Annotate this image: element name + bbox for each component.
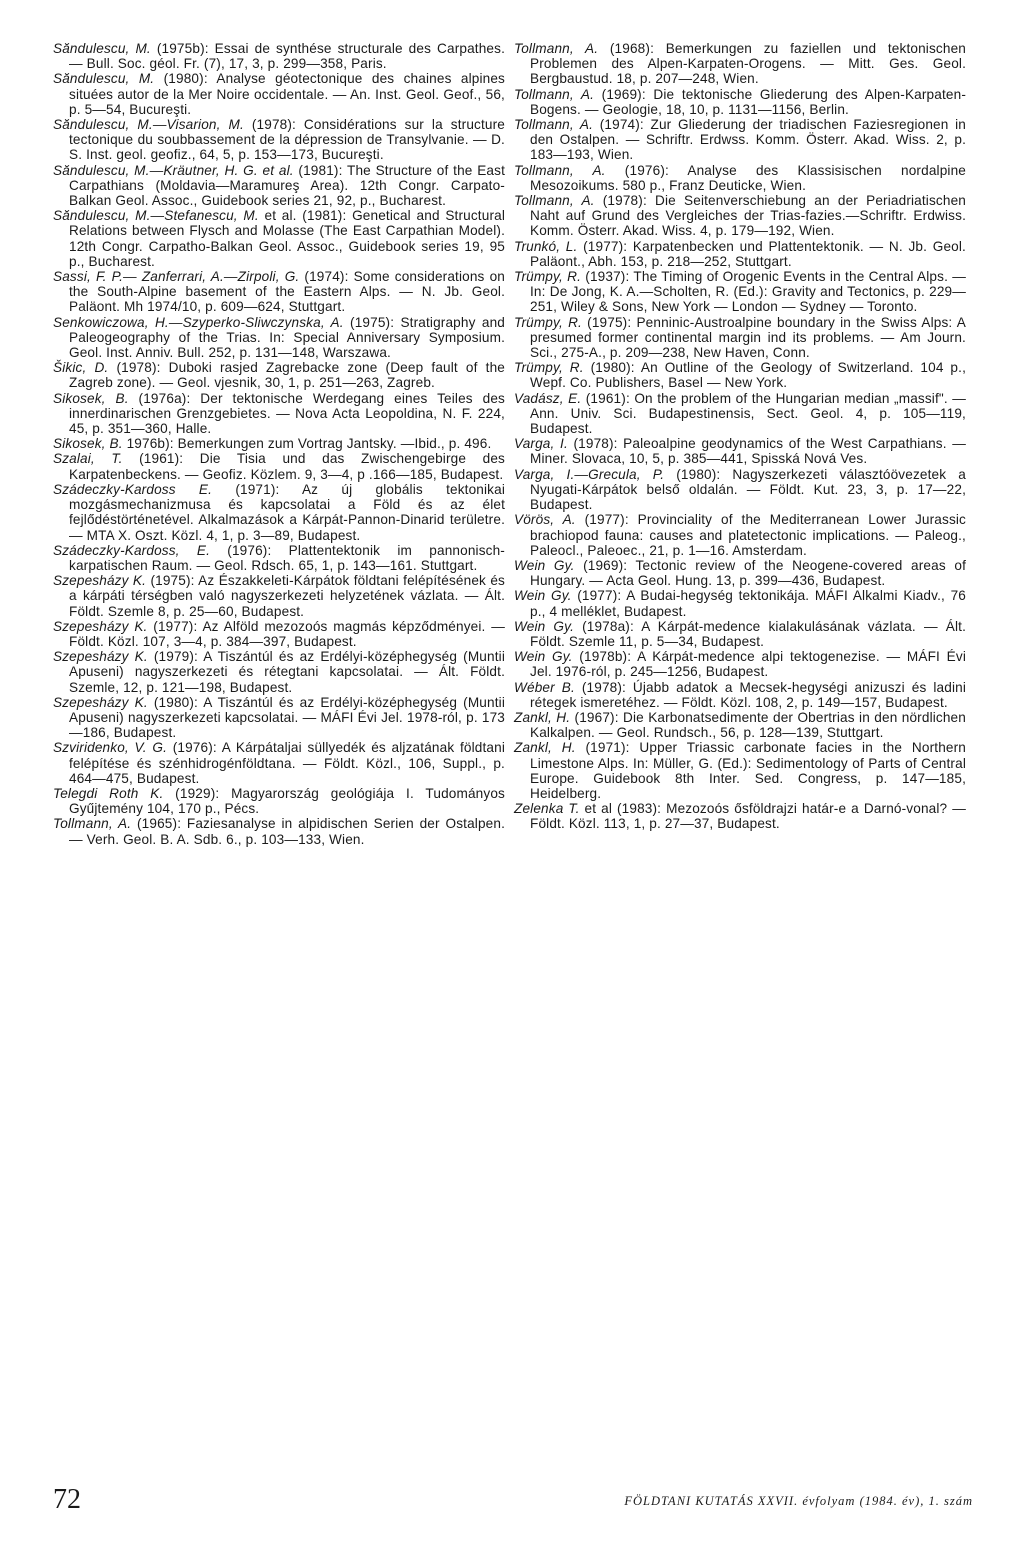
reference-author: Wéber B. xyxy=(514,679,575,695)
reference-text: (1977): A Budai-hegység tektonikája. MÁFI Alkalmi Kiadv., 76 p., 4 melléklet, Budapest. xyxy=(530,588,966,619)
reference-entry xyxy=(53,482,505,543)
reference-entry xyxy=(514,239,966,269)
reference-author: Wein Gy. xyxy=(514,618,574,634)
reference-entry xyxy=(514,315,966,361)
reference-entry xyxy=(514,558,966,588)
reference-text: (1978): Paleoalpine geodynamics of the West Carpathians. — Miner. Slovaca, 10, 5, p. 385—441, Spisská Nová Ves. xyxy=(530,436,967,467)
reference-text: (1971): Upper Triassic carbonate facies in the Northern Limestone Alps. In: Müller, G. (Ed.): Sedimentology of Parts of Central Europe. Guidebook 8th Inter. Sed. Congress, p. 147—185, Heidelberg. xyxy=(530,740,966,801)
reference-entry xyxy=(514,193,966,239)
reference-author: Săndulescu, M. xyxy=(53,71,155,87)
reference-entry xyxy=(514,360,966,390)
reference-text: (1974): Some considerations on the South-Alpine basement of the Eastern Alps. — N. Jb. Geol. Paläont. Mh 1974/10, p. 609—624, Stuttgart. xyxy=(69,269,505,315)
reference-author: Tollmann, A. xyxy=(514,162,606,178)
reference-author: Vörös, A. xyxy=(514,512,576,528)
reference-author: Tollmann, A. xyxy=(514,41,599,56)
reference-author: Trunkó, L. xyxy=(514,238,578,254)
reference-entry xyxy=(53,786,505,816)
reference-entry xyxy=(53,436,505,451)
reference-text: (1978): Újabb adatok a Mecsek-hegységi anizuszi és ladini rétegek ismeretéhez. — Földt. Közl. 108, 2, p. 149—157, Budapest. xyxy=(530,679,966,710)
reference-author: Tollmann, A. xyxy=(53,816,132,832)
reference-entry xyxy=(53,816,505,846)
reference-text: (1969): Die tektonische Gliederung des Alpen-Karpaten-Bogens. — Geologie, 18, 10, p. 1131—1156, Berlin. xyxy=(530,86,966,117)
reference-author: Sassi, F. P.— Zanferrari, A.—Zirpoli, G. xyxy=(53,269,300,285)
reference-author: Zankl, H. xyxy=(514,740,576,756)
reference-text: (1978b): A Kárpát-medence alpi tektogenezise. — MÁFI Évi Jel. 1976-ról, p. 245—1256, Budapest. xyxy=(530,649,966,680)
reference-entry xyxy=(514,649,966,679)
reference-text: (1978): Duboki rasjed Zagrebacke zone (Deep fault of the Zagreb zone). — Geol. vjesnik, 30, 1, p. 251—263, Zagreb. xyxy=(69,360,506,391)
reference-entry xyxy=(53,573,505,619)
reference-author: Szádeczky-Kardoss E. xyxy=(53,481,213,497)
reference-entry xyxy=(53,269,505,315)
reference-author: Telegdi Roth K. xyxy=(53,785,164,801)
reference-column-left xyxy=(53,41,505,847)
reference-entry xyxy=(514,619,966,649)
reference-entry xyxy=(514,512,966,558)
reference-text: (1976): Plattentektonik im pannonisch-karpatischen Raum. — Geol. Rdsch. 65, 1, p. 143—161. Stuttgart. xyxy=(69,542,505,573)
reference-text: (1976): A Kárpátaljai süllyedék és aljzatának földtani felépítése és szénhidrogénföldtana. — Földt. Közl., 106, Suppl., p. 464—475, Budapest. xyxy=(69,740,505,786)
reference-author: Szádeczky-Kardoss, E. xyxy=(53,542,211,558)
page-footer xyxy=(53,1484,973,1524)
reference-text: (1967): Die Karbonatsedimente der Obertrias in den nördlichen Kalkalpen. — Geol. Rundsch., 56, p. 128—139, Stuttgart. xyxy=(530,709,966,741)
reference-entry xyxy=(514,117,966,163)
reference-entry xyxy=(53,695,505,741)
reference-text: (1978): Considérations sur la structure tectonique du soubbassement de la dépression de Transylvanie. — D. S. Inst. geol. geofiz., 64, 5, p. 153—173, Bucureşti. xyxy=(69,117,505,163)
reference-author: Sikosek, B. xyxy=(53,390,129,406)
reference-author: Šikic, D. xyxy=(53,360,109,376)
reference-author: Săndulescu, M. xyxy=(53,41,151,56)
reference-author: Tollmann, A. xyxy=(514,86,595,102)
journal-title: FÖLDTANI KUTATÁS XXVII. évfolyam (1984. év), 1. szám xyxy=(624,1494,973,1508)
reference-text: (1979): A Tiszántúl és az Erdélyi-középhegység (Muntii Apuseni) nagyszerkezeti és rétegtani kapcsolatai. — Ált. Földt. Szemle, 12, p. 121—198, Budapest. xyxy=(69,649,505,695)
reference-author: Senkowiczowa, H.—Szyperko-Sliwczynska, A. xyxy=(53,314,344,330)
reference-author: Szepesházy K. xyxy=(53,618,148,634)
reference-author: Wein Gy. xyxy=(514,588,572,604)
reference-text: (1977): Karpatenbecken und Plattentektonik. — N. Jb. Geol. Paläont., Abh. 153, p. 218—252, Stuttgart. xyxy=(530,238,966,269)
reference-text: (1975): Stratigraphy and Paleogeography of the Trias. In: Special Anniversary Symposium. Geol. Inst. Anniv. Bull. 252, p. 131—148, Warszawa. xyxy=(69,314,505,361)
reference-author: Tollmann, A. xyxy=(514,193,595,209)
reference-text: (1961): Die Tisia und das Zwischengebirge des Karpatenbeckens. — Geofiz. Közlem. 9, 3—4, p .166—185, Budapest. xyxy=(69,451,505,482)
reference-text: (1975): Az Északkeleti-Kárpátok földtani felépítésének és a kárpáti térségben való nagyszerkezeti helyzetének vázlata. — Ált. Földt. Szemle 8, p. 25—60, Budapest. xyxy=(69,573,505,619)
reference-entry xyxy=(514,740,966,801)
reference-entry xyxy=(53,619,505,649)
reference-text: et al (1983): Mezozoós ősföldrajzi határ-e a Darnó-vonal? — Földt. Közl. 113, 1, p. 27—37, Budapest. xyxy=(530,801,966,832)
page-number: 72 xyxy=(53,1484,81,1515)
reference-text: (1977): Provinciality of the Mediterranean Lower Jurassic brachiopod fauna: causes and platetectonic implications. — Paleog., Paleocl., Paleoec., 21, p. 1—16. Amsterdam. xyxy=(530,512,967,558)
reference-text: (1978a): A Kárpát-medence kialakulásának vázlata. — Ált. Földt. Szemle 11, p. 5—34, Budapest. xyxy=(530,618,967,649)
reference-text: et al. (1981): Genetical and Structural Relations between Flysch and Molasse (The East Carpathian Model). 12th Congr. Carpatho-Balkan Geol. Assoc., Guidebook series 19, 95 p., Bucharest. xyxy=(69,208,505,269)
reference-entry xyxy=(514,680,966,710)
reference-author: Zelenka T. xyxy=(514,801,580,817)
reference-text: (1975b): Essai de synthése structurale des Carpathes. — Bull. Soc. géol. Fr. (7), 17, 3, p. 299—358, Paris. xyxy=(69,41,506,72)
reference-author: Tollmann, A. xyxy=(514,117,594,133)
reference-entry xyxy=(514,87,966,117)
reference-author: Sikosek, B. xyxy=(53,436,123,452)
reference-author: Trümpy, R. xyxy=(514,360,584,376)
reference-text: (1971): Az új globális tektonikai mozgásmechanizmusa és kapcsolatai a Föld és az élet fejlődéstörténetével. Alkalmazások a Kárpát-Pannon-Dinarid területre. — MTA X. Oszt. Közl. 4, 1, p. 3—89, Budapest. xyxy=(69,481,505,543)
reference-author: Szepesházy K. xyxy=(53,694,148,710)
reference-author: Varga, I. xyxy=(514,436,568,452)
reference-author: Trümpy, R. xyxy=(514,314,582,330)
reference-author: Săndulescu, M.—Visarion, M. xyxy=(53,117,244,133)
reference-entry xyxy=(514,269,966,315)
reference-entry xyxy=(514,588,966,618)
reference-author: Zankl, H. xyxy=(514,709,571,725)
reference-text: (1974): Zur Gliederung der triadischen Faziesregionen in den Ostalpen. — Schriftr. Erdwss. Komm. Österr. Akad. Wiss. 2, p. 183—193, Wien. xyxy=(530,117,966,163)
reference-entry xyxy=(514,710,966,740)
reference-text: (1976a): Der tektonische Werdegang eines Teiles des innerdinarischen Grenzgebietes. — Nova Acta Leopoldina, N. F. 224, 45, p. 351—360, Halle. xyxy=(69,390,505,437)
reference-text: (1969): Tectonic review of the Neogene-covered areas of Hungary. — Acta Geol. Hung. 13, p. 399—436, Budapest. xyxy=(530,557,966,589)
reference-author: Vadász, E. xyxy=(514,390,582,406)
reference-entry xyxy=(53,649,505,695)
reference-entry xyxy=(53,41,505,71)
reference-entry xyxy=(514,41,966,87)
reference-text: 1976b): Bemerkungen zum Vortrag Jantsky. —Ibid., p. 496. xyxy=(122,436,492,452)
reference-entry xyxy=(514,436,966,466)
reference-text: (1980): A Tiszántúl és az Erdélyi-középhegység (Muntii Apuseni) nagyszerkezeti kapcsolatai. — MÁFI Évi Jel. 1978-ról, p. 173—186, Budapest. xyxy=(69,694,505,741)
reference-entry xyxy=(514,801,966,831)
reference-entry xyxy=(53,208,505,269)
reference-author: Săndulescu, M.—Kräutner, H. G. et al. xyxy=(53,162,294,178)
reference-author: Szalai, T. xyxy=(53,451,123,467)
reference-entry xyxy=(53,391,505,437)
reference-entry xyxy=(514,163,966,193)
reference-text: (1980): Analyse géotectonique des chaines alpines situées autor de la Mer Noire occidentale. — An. Inst. Geol. Geof., 56, p. 5—54, Bucureşti. xyxy=(69,71,506,117)
reference-author: Trümpy, R. xyxy=(514,269,582,285)
reference-author: Varga, I.—Grecula, P. xyxy=(514,466,665,482)
reference-author: Szepesházy K. xyxy=(53,649,148,665)
reference-text: (1937): The Timing of Orogenic Events in the Central Alps. — In: De Jong, K. A.—Scholten, R. (Ed.): Gravity and Tectonics, p. 229—251, Wiley & Sons, New York — London — Sydney — Toronto. xyxy=(530,269,966,315)
reference-text: (1976): Analyse des Klassisischen nordalpine Mesozoikums. 580 p., Franz Deuticke, Wien. xyxy=(530,162,967,193)
reference-text: (1929): Magyarország geológiája I. Tudományos Gyűjtemény 104, 170 p., Pécs. xyxy=(69,785,505,817)
reference-entry xyxy=(53,315,505,361)
reference-entry xyxy=(53,163,505,209)
reference-entry xyxy=(53,543,505,573)
reference-text: (1965): Faziesanalyse in alpidischen Serien der Ostalpen. — Verh. Geol. B. A. Sdb. 6., p. 103—133, Wien. xyxy=(69,816,506,847)
reference-author: Wein Gy. xyxy=(514,557,575,573)
reference-entry xyxy=(53,451,505,481)
reference-text: (1961): On the problem of the Hungarian median „massif". — Ann. Univ. Sci. Budapestinensis, Sect. Geol. 4, p. 105—119, Budapest. xyxy=(530,390,967,437)
reference-text: (1968): Bemerkungen zu faziellen und tektonischen Problemen des Alpen-Karpaten-Orogens. — Mitt. Ges. Geol. Bergbaustud. 18, p. 207—248, Wien. xyxy=(530,41,967,87)
reference-text: (1978): Die Seitenverschiebung an der Periadriatischen Naht auf Grund des Vergleiches der Trias-fazies.—Schriftr. Erdwiss. Komm. Österr. Akad. Wiss. 4, p. 179—192, Wien. xyxy=(530,193,966,239)
reference-entry xyxy=(53,740,505,786)
reference-author: Szepesházy K. xyxy=(53,573,147,589)
reference-text: (1981): The Structure of the East Carpathians (Moldavia—Maramureş Area). 12th Congr. Carpato-Balkan Geol. Assoc., Guidebook series 21, 92, p., Bucharest. xyxy=(69,162,505,209)
reference-text: (1980): Nagyszerkezeti választóövezetek a Nyugati-Kárpátok belső oldalán. — Földt. Kut. 23, 3, p. 17—22, Budapest. xyxy=(530,466,966,513)
reference-entry xyxy=(514,391,966,437)
reference-entry xyxy=(53,360,505,390)
reference-text: (1980): An Outline of the Geology of Switzerland. 104 p., Wepf. Co. Publishers, Basel — New York. xyxy=(530,360,967,391)
reference-text: (1977): Az Alföld mezozoós magmás képződményei. — Földt. Közl. 107, 3—4, p. 384—397, Budapest. xyxy=(69,618,505,649)
reference-entry xyxy=(514,467,966,513)
reference-entry xyxy=(53,117,505,163)
reference-author: Wein Gy. xyxy=(514,649,573,665)
reference-entry xyxy=(53,71,505,117)
reference-author: Săndulescu, M.—Stefanescu, M. xyxy=(53,208,259,224)
reference-column-right xyxy=(514,41,966,832)
reference-author: Szviridenko, V. G. xyxy=(53,740,168,756)
reference-text: (1975): Penninic-Austroalpine boundary in the Swiss Alps: A presumed former continental margin ind its problems. — Am Journ. Sci., 275-A., p. 209—238, New Haven, Conn. xyxy=(530,314,966,361)
